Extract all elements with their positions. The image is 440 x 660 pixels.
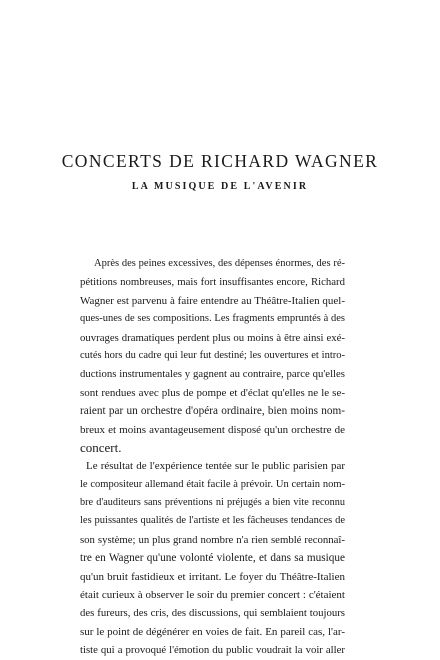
text-line: qu'un bruit fastidieux et irritant. Le foyer du Théâtre-Italien <box>80 570 345 583</box>
text-line: le compositeur allemand était facile à prévoir. Un certain nom- <box>80 478 345 490</box>
text-line: concert. <box>80 439 122 455</box>
text-line: Wagner est parvenu à faire entendre au Théâtre-Italien quel- <box>80 294 345 307</box>
text-line: des fureurs, des cris, des discussions, qui semblaient toujours <box>80 607 345 620</box>
text-line: Le résultat de l'expérience tentée sur le public parisien par <box>86 460 345 473</box>
text-line: tre en Wagner qu'une volonté violente, et dans sa musique <box>80 552 345 565</box>
text-line: cutés hors du cadre qui leur fut destiné; les ouvertures et intro- <box>80 349 345 361</box>
body-text <box>80 255 345 660</box>
text-line: tiste qui a provoqué l'émotion du public voudrait la voir aller <box>80 644 345 657</box>
text-line: était curieux à observer le soir du premier concert : c'étaient <box>80 589 345 602</box>
text-line: raient par un orchestre d'opéra ordinaire, bien moins nom- <box>80 405 345 418</box>
text-line: breux et moins avantageusement disposé qu'un orchestre de <box>80 423 345 436</box>
text-line: bre d'auditeurs sans préventions ni préjugés a bien vite reconnu <box>80 497 345 509</box>
text-line: Après des peines excessives, des dépenses énormes, des ré- <box>94 258 345 269</box>
text-line: ouvrages dramatiques perdent plus ou moins à être ainsi exé- <box>80 331 345 344</box>
chapter-title: CONCERTS DE RICHARD WAGNER <box>61 151 379 171</box>
text-line: son système; un plus grand nombre n'a rien semblé reconnaî- <box>80 533 345 546</box>
text-line: ductions instrumentales y gagnent au contraire, parce qu'elles <box>80 368 345 381</box>
text-line: les puissantes qualités de l'artiste et les fâcheuses tendances de <box>80 515 345 527</box>
text-line: pétitions nombreuses, mais fort insuffisantes encore, Richard <box>80 276 345 289</box>
text-line: ques-unes de ses compositions. Les fragments empruntés à des <box>80 313 345 325</box>
text-line: sont rendues avec plus de pompe et d'éclat qu'elles ne le se- <box>80 386 345 399</box>
chapter-subtitle: LA MUSIQUE DE L'AVENIR <box>131 181 309 192</box>
text-line: sur le point de dégénérer en voies de fait. En pareil cas, l'ar- <box>80 625 345 638</box>
